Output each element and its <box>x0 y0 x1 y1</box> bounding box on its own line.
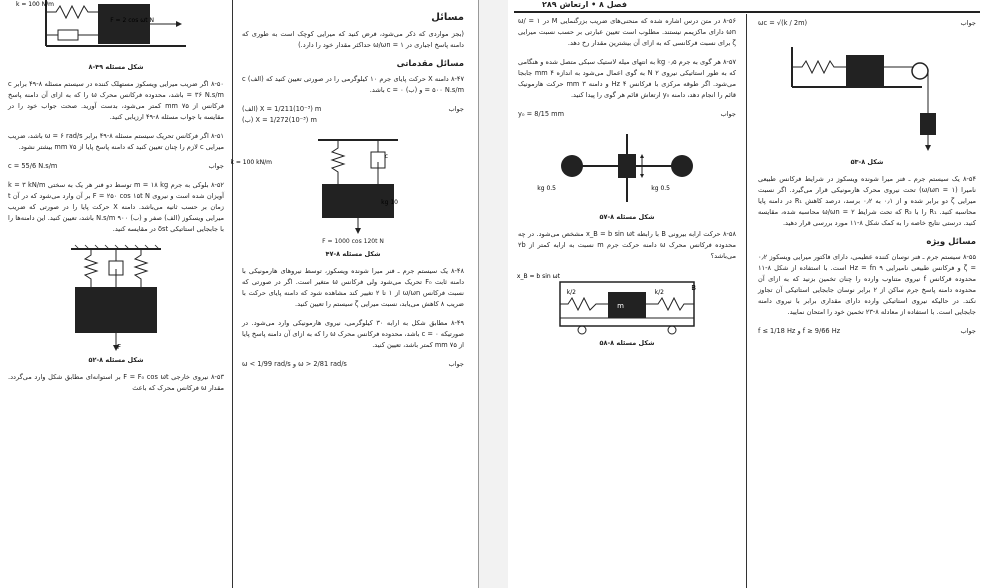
fig-47-k-label: k = 100 kN/m <box>230 159 272 166</box>
left-page-right-column <box>230 10 465 378</box>
figure-47-caption: شکل مسئله ۸-۴۷ <box>325 250 381 258</box>
answer-value: f ≤ 1/18 Hz و f ≥ 9/66 Hz <box>758 327 841 335</box>
section-heading: مسائل <box>431 12 464 23</box>
fig-47-mass-label: 10 kg <box>381 199 398 206</box>
subsection-heading: مسائل ویژه <box>926 237 976 247</box>
problem-57: ۸-۵۷ هر گوی به جرم ۰٫۵ kg به انتهای میله لاستیک سبکی متصل شده و هنگامی که به طور استاتیکی نیروی ۲ N به گوی اعمال می‌شود به اندازه ۴ mm جابجا می‌شود. اگر طوقه مرکزی با فرکانس ۴ Hz و دامنه ۳ mm حرکت هارمونیک قائم را انجام دهد، دامنه y₀ ارتعاش قائم هر گوی را پیدا کنید. <box>517 58 736 99</box>
problem-52-answer <box>758 18 976 29</box>
problem-47: ۸-۴۷ دامنه X حرکت پایای جرم ۱۰ کیلوگرمی را در صورتی تعیین کنید که (الف) c = ۵۰۰ N.s/m و (ب) c = ۰ باشد. <box>242 75 464 94</box>
problem-49: ۸-۴۹ مطابق شکل به ارابه ۳۰ کیلوگرمی، نیروی هارمونیکی وارد می‌شود. در صورتیکه c = ۰ باشد، محدوده فرکانس محرک ω را که به ازای آن دامنه پاسخ پایا از ۷۵ mm کمتر باشد، تعیین کنید. <box>242 319 465 349</box>
problem-50: ۸-۵۰ اگر ضریب میرایی ویسکوز مستهلک کننده در سیستم مسئله ۸-۴۹ برابر c = ۳۶ N.s/m باشد، محدوده فرکانس محرک ω را که به ازای آن دامنه پاسخ فرکانس از ۷۵ mm کمتر می‌شود، بدست آورید. صحت جواب خود را در مقایسه با جواب مسئله ۸-۴۹ ارزیابی کنید. <box>8 80 225 121</box>
fig-57-mass-left: 0.5 kg <box>537 185 556 192</box>
fig-58-spring-right: k/2 <box>654 289 664 296</box>
figure-53-caption: شکل ۸-۵۳ <box>850 158 884 166</box>
figure-49-caption: شکل مسئله ۴۹-۸ <box>88 63 144 71</box>
left-page-left-column <box>8 0 224 402</box>
answer-value-b: (ب) X = 1/272(10⁻³) m <box>242 116 317 124</box>
fig-47-c-label: c <box>384 153 388 160</box>
page-gutter <box>478 0 510 588</box>
figure-52 <box>61 243 171 353</box>
figure-57 <box>537 128 712 210</box>
figure-58-caption: شکل مسئله ۸-۵۸ <box>599 339 655 347</box>
fig-58-mass-label: m <box>617 302 624 310</box>
answer-value: ωc = √(k / 2m) <box>758 19 808 27</box>
fig-58-spring-left: k/2 <box>566 289 576 296</box>
right-page-right-column <box>758 16 976 345</box>
fig-58-cart-label: B <box>691 284 696 292</box>
fig-57-mass-right: 0.5 kg <box>651 185 670 192</box>
answer-label: جواب <box>448 360 464 368</box>
figure-47 <box>230 134 438 236</box>
figure-58 <box>516 270 702 336</box>
answer-value: ω < 1/99 rad/s و ω > 2/81 rad/s <box>242 360 347 368</box>
figure-57-caption: شکل مسئله ۸-۵۷ <box>599 213 655 221</box>
running-header: فصل ۸ • ارتعاش ۲۸۹ <box>542 0 627 9</box>
problem-58: ۸-۵۸ حرکت ارابه بیرونی B با رابطه x_B = b sin ωt مشخص می‌شود. در چه محدوده فرکانس محرک ω دامنه حرکت جرم m نسبت به ارابه کمتر از ۲b می‌باشد؟ <box>518 230 737 260</box>
right-page-left-column <box>518 16 736 355</box>
fig-47-force-label: F = 1000 cos 120t N <box>322 238 384 245</box>
problem-51: ۸-۵۱ اگر فرکانس تحریک سیستم مسئله ۸-۴۹ برابر ω = ۶ rad/s باشد، ضریب میرایی c لازم را چنان تعیین کنید که دامنه پاسخ پایا از ۷۵ mm بیشتر نشود. <box>8 132 224 151</box>
fig-58-top-label: x_B = b sin ωt <box>516 273 560 280</box>
answer-value: c = 55/6 N.s/m <box>8 162 58 170</box>
figure-49 <box>16 0 216 60</box>
figure-52-caption: شکل مسئله ۸-۵۲ <box>88 356 144 364</box>
fig-52-force-label: F <box>116 343 121 351</box>
right-page <box>508 0 986 588</box>
answer-label: جواب <box>960 19 976 27</box>
section-intro: (بجز مواردی که ذکر می‌شود، فرض کنید که میرایی کوچک است به طوری که دامنه پاسخ اجباری در ۱ = ω/ωn حداکثر مقدار خود را دارد.) <box>242 30 464 49</box>
problem-47-answer <box>242 104 464 126</box>
problem-55: ۸-۵۵ سیستم جرم ـ فنر نوسان کننده عظیمی، دارای فاکتور میرایی ویسکوز ۰٫۲ = ζ و فرکانس طبیعی نامیرایی ۹ Hz = fn است. با استفاده از شکل ۸-۱۱ محدوده فرکانس f نیروی متناوب وارده را چنان تخمین بزنید که به ازای آن محدوده دامنه پاسخ جرم ساکن از ۲ برابر نوسان جابجایی استاتیکی آن تجاوز نکند. در حالیکه نیروی استاتیکی وارده دارای مقداری برابر با نیروی دامنه جابجایی است. با استفاده از معادله ۸-۲۳ تخمین خود را امتحان نمایید. <box>758 253 977 316</box>
answer-label: جواب <box>960 327 976 335</box>
problem-53: ۸-۵۳ نیروی خارجی F = F₀ cos ωt بر استوانه‌ای مطابق شکل وارد می‌گردد. مقدار ω فرکانس محرک که باعث <box>8 373 224 392</box>
answer-value-a: (الف) X = 1/211(10⁻³) m <box>242 105 322 113</box>
answer-value: y₀ = 8/15 mm <box>518 110 565 118</box>
answer-label: جواب <box>720 110 736 118</box>
subsection-heading: مسائل مقدماتی <box>396 59 464 69</box>
left-page <box>0 0 478 588</box>
problem-52: ۸-۵۲ بلوکی به جرم m = ۱۸ kg توسط دو فنر هر یک به سختی k = ۳ kN/m آویزان شده است و نیروی F = ۲۵۰ cos ۱۵t N بر آن وارد می‌شود که در آن t زمان بر حسب ثانیه می‌باشد. دامنه X حرکت پایا را در صورتی که ضریب میرایی ویسکوز (الف) صفر و (ب) ۹۰۰ N.s/m باشد، تعیین کنید. این دامنه‌ها را با جابجایی استاتیکی δst در مقایسه کنید. <box>8 181 224 233</box>
problem-48: ۸-۴۸ یک سیستم جرم ـ فنر میرا شونده ویسکوز، توسط نیروهای هارمونیکی با دامنه ثابت F₀ تحریک می‌شود ولی فرکانس ω متغیر است. اگر در صورتی که نسبت فرکانس ω/ωn از ۱ تا ۲ تغییر کند مشاهده شود که دامنه پایای حرکت با ضریب ۸ کاهش می‌یابد، نسبت میرایی ζ سیستم را تعیین کنید. <box>242 267 465 308</box>
left-page-column-divider <box>232 0 233 588</box>
fig-49-k-label: k = 100 N/m <box>15 1 54 8</box>
right-page-column-divider <box>746 14 747 588</box>
answer-label: جواب <box>448 105 464 113</box>
fig-49-force-label: F = 2 cos ωt N <box>110 17 154 24</box>
answer-label: جواب <box>208 162 224 170</box>
problem-49-answer <box>242 359 464 370</box>
header-rule <box>514 11 980 13</box>
problem-54: ۸-۵۴ یک سیستم جرم ـ فنر میرا شونده ویسکوز در شرایط فرکانس طبیعی نامیرا (۱ = ω/ωn) تحت نیروی محرک هارمونیکی قرار می‌گیرد. اگر نسبت میرایی ζ دو برابر شده و از ۰٫۱ به ۰٫۲ برسد، درصد کاهش R₁ در دامنه پایا محاسبه کنید. R₁ را با R₂ که تحت شرایط ۲ = ω/ωn محاسبه شده، مقایسه کنید. درستی نتایج خاصه را به کمک شکل ۸-۱۱ مورد بررسی قرار دهید. <box>758 175 977 227</box>
problem-55-answer <box>758 326 976 337</box>
problem-51-answer <box>8 161 224 172</box>
problem-56: ۸-۵۶ در متن درس اشاره شده که منحنی‌های ضریب بزرگنمایی M در ۱ = ω/ωn دارای ماکزیمم نیستند. مطلوب است تعیین عبارتی بر حسب نسبت میرایی ζ برای نسبت فرکانسی که به ازای آن بیشترین مقدار رخ دهد. <box>518 17 736 47</box>
problem-57-answer <box>518 109 736 120</box>
figure-53 <box>772 37 962 155</box>
